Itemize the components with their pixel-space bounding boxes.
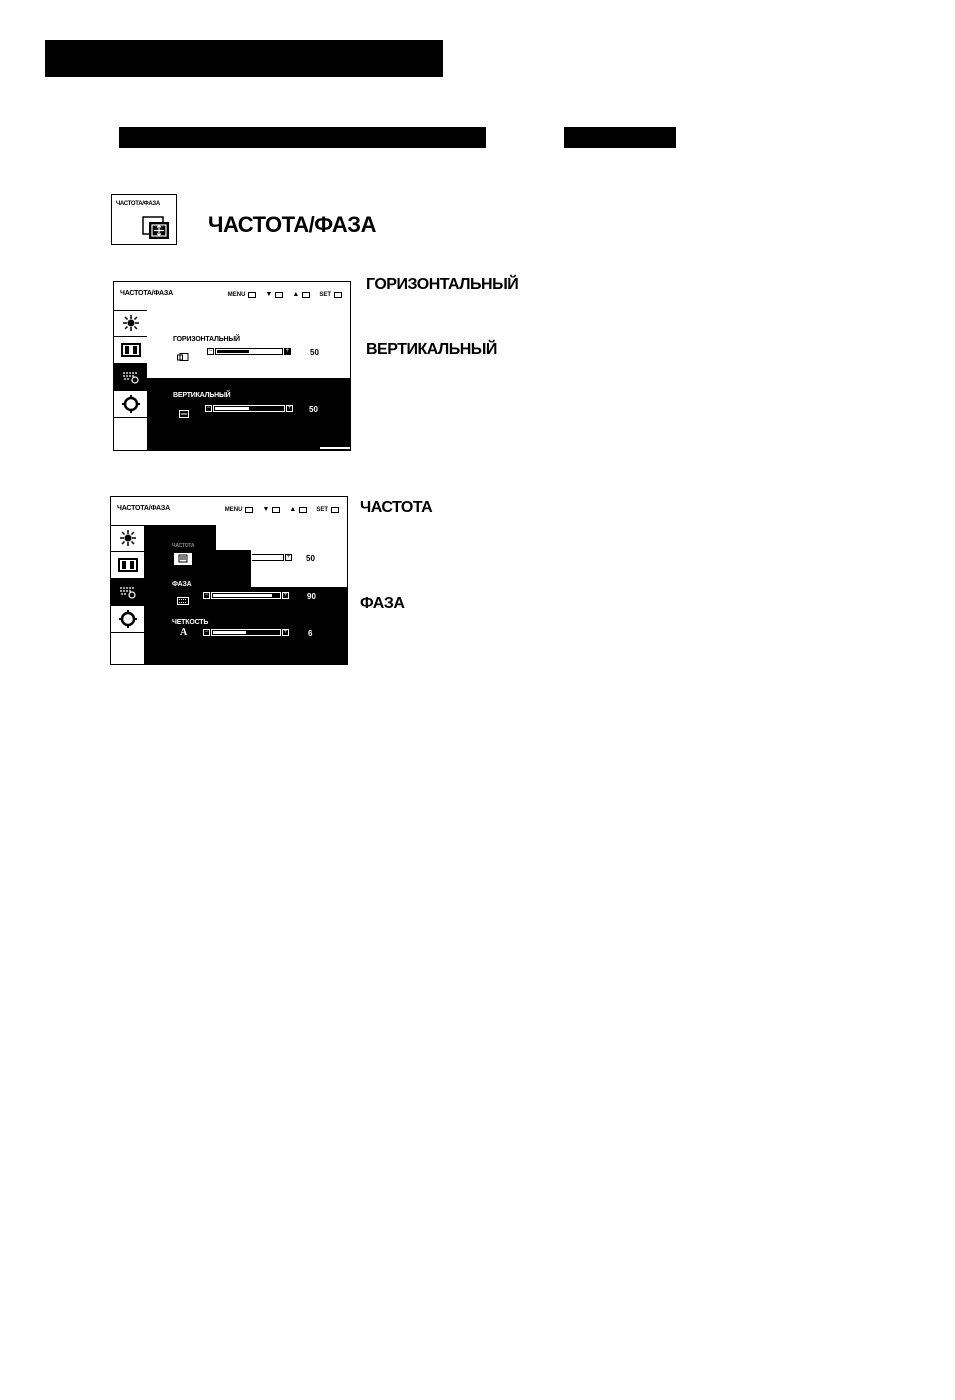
osd-sidebar [114,310,148,450]
size-icon [121,343,141,357]
subheader-redaction-bar-left [119,127,486,148]
down-arrow-icon[interactable]: ▼ [262,506,270,513]
sidebar-size[interactable] [114,337,147,364]
size-icon [118,558,138,572]
osd-item-vertical[interactable] [147,378,350,450]
sidebar-frequency-phase[interactable] [111,579,144,606]
right-key-icon[interactable] [302,292,310,298]
osd-title: ЧАСТОТА/ФАЗА [117,505,170,512]
osd-controls [228,291,342,298]
item-label-sharpness: ЧЕТКОСТЬ [172,619,209,626]
sharpness-icon: A [180,627,188,638]
label-vertical: ВЕРТИКАЛЬНЫЙ [366,341,497,358]
header-redaction-bar [45,40,443,77]
osd-item-sharpness[interactable] [144,615,347,645]
menu-label: MENU [227,291,246,298]
horizontal-position-icon [177,348,189,366]
minus-icon[interactable]: − [206,405,211,411]
horizontal-slider[interactable] [207,348,291,355]
sidebar-setup[interactable] [114,391,147,418]
frequency-phase-icon [141,215,171,246]
osd-header [111,497,347,526]
slider-fill [213,594,272,597]
set-label: SET [316,506,328,513]
sidebar-frequency-phase[interactable] [114,364,147,391]
set-key-icon[interactable] [334,292,342,298]
bottom-scroll-indicator [320,447,350,449]
section-title: ЧАСТОТА/ФАЗА [208,212,376,237]
item-label-horizontal: ГОРИЗОНТАЛЬНЫЙ [173,336,240,343]
vertical-position-icon [179,405,189,423]
minus-icon[interactable]: − [208,348,213,354]
frequency-phase-icon [119,585,137,599]
setup-icon [122,395,140,413]
item-label-phase: ФАЗА [172,581,192,588]
up-arrow-icon[interactable]: ▲ [292,291,300,298]
item-label-vertical: ВЕРТИКАЛЬНЫЙ [173,392,231,399]
osd-item-horizontal[interactable] [147,310,350,378]
menu-label: MENU [224,506,243,513]
osd-controls [225,506,339,513]
sharpness-slider[interactable] [203,629,289,636]
item-value-phase: 90 [307,592,316,601]
menu-key-icon[interactable] [248,292,256,298]
plus-icon[interactable]: + [283,629,288,635]
frequency-phase-icon-box [111,194,177,245]
slider-fill [213,631,246,634]
label-phase: ФАЗА [360,595,405,612]
label-horizontal: ГОРИЗОНТАЛЬНЫЙ [366,276,519,293]
up-arrow-icon[interactable]: ▲ [289,506,297,513]
sidebar-brightness[interactable] [111,525,144,552]
osd-panel-frequency-phase [110,496,348,665]
down-arrow-icon[interactable]: ▼ [265,291,273,298]
item-value-horizontal: 50 [310,348,319,357]
frequency-slider[interactable] [251,554,292,561]
sidebar-size[interactable] [111,552,144,579]
plus-icon[interactable]: + [285,348,290,354]
left-key-icon[interactable] [272,507,280,513]
item-value-frequency: 50 [306,554,315,563]
slider-fill [215,407,249,410]
slider-fill [253,556,268,559]
minus-icon[interactable]: − [204,592,209,598]
minus-icon[interactable]: − [204,629,209,635]
plus-icon[interactable]: + [286,554,291,560]
set-label: SET [319,291,331,298]
slider-fill [217,350,249,353]
left-key-icon[interactable] [275,292,283,298]
subheader-redaction-bar-right [564,127,676,148]
osd-header [114,282,350,311]
osd-sidebar [111,525,145,664]
plus-icon[interactable]: + [283,592,288,598]
set-key-icon[interactable] [331,507,339,513]
frequency-icon [173,552,193,566]
osd-item-phase[interactable] [144,577,347,607]
sidebar-brightness[interactable] [114,310,147,337]
phase-slider[interactable] [203,592,289,599]
osd-panel-horizontal-vertical [113,281,351,451]
frequency-phase-icon [122,370,140,384]
item-label-frequency: ЧАСТОТА [172,543,195,549]
icon-box-label: ЧАСТОТА/ФАЗА [116,201,160,207]
brightness-icon [122,314,140,332]
plus-icon[interactable]: + [287,405,292,411]
menu-key-icon[interactable] [245,507,253,513]
sidebar-setup[interactable] [111,606,144,633]
vertical-slider[interactable] [205,405,293,412]
phase-icon [177,592,189,610]
item-value-sharpness: 6 [308,629,313,638]
right-key-icon[interactable] [299,507,307,513]
setup-icon [119,610,137,628]
label-frequency: ЧАСТОТА [360,499,433,516]
item-value-vertical: 50 [309,405,318,414]
osd-title: ЧАСТОТА/ФАЗА [120,290,173,297]
brightness-icon [119,529,137,547]
